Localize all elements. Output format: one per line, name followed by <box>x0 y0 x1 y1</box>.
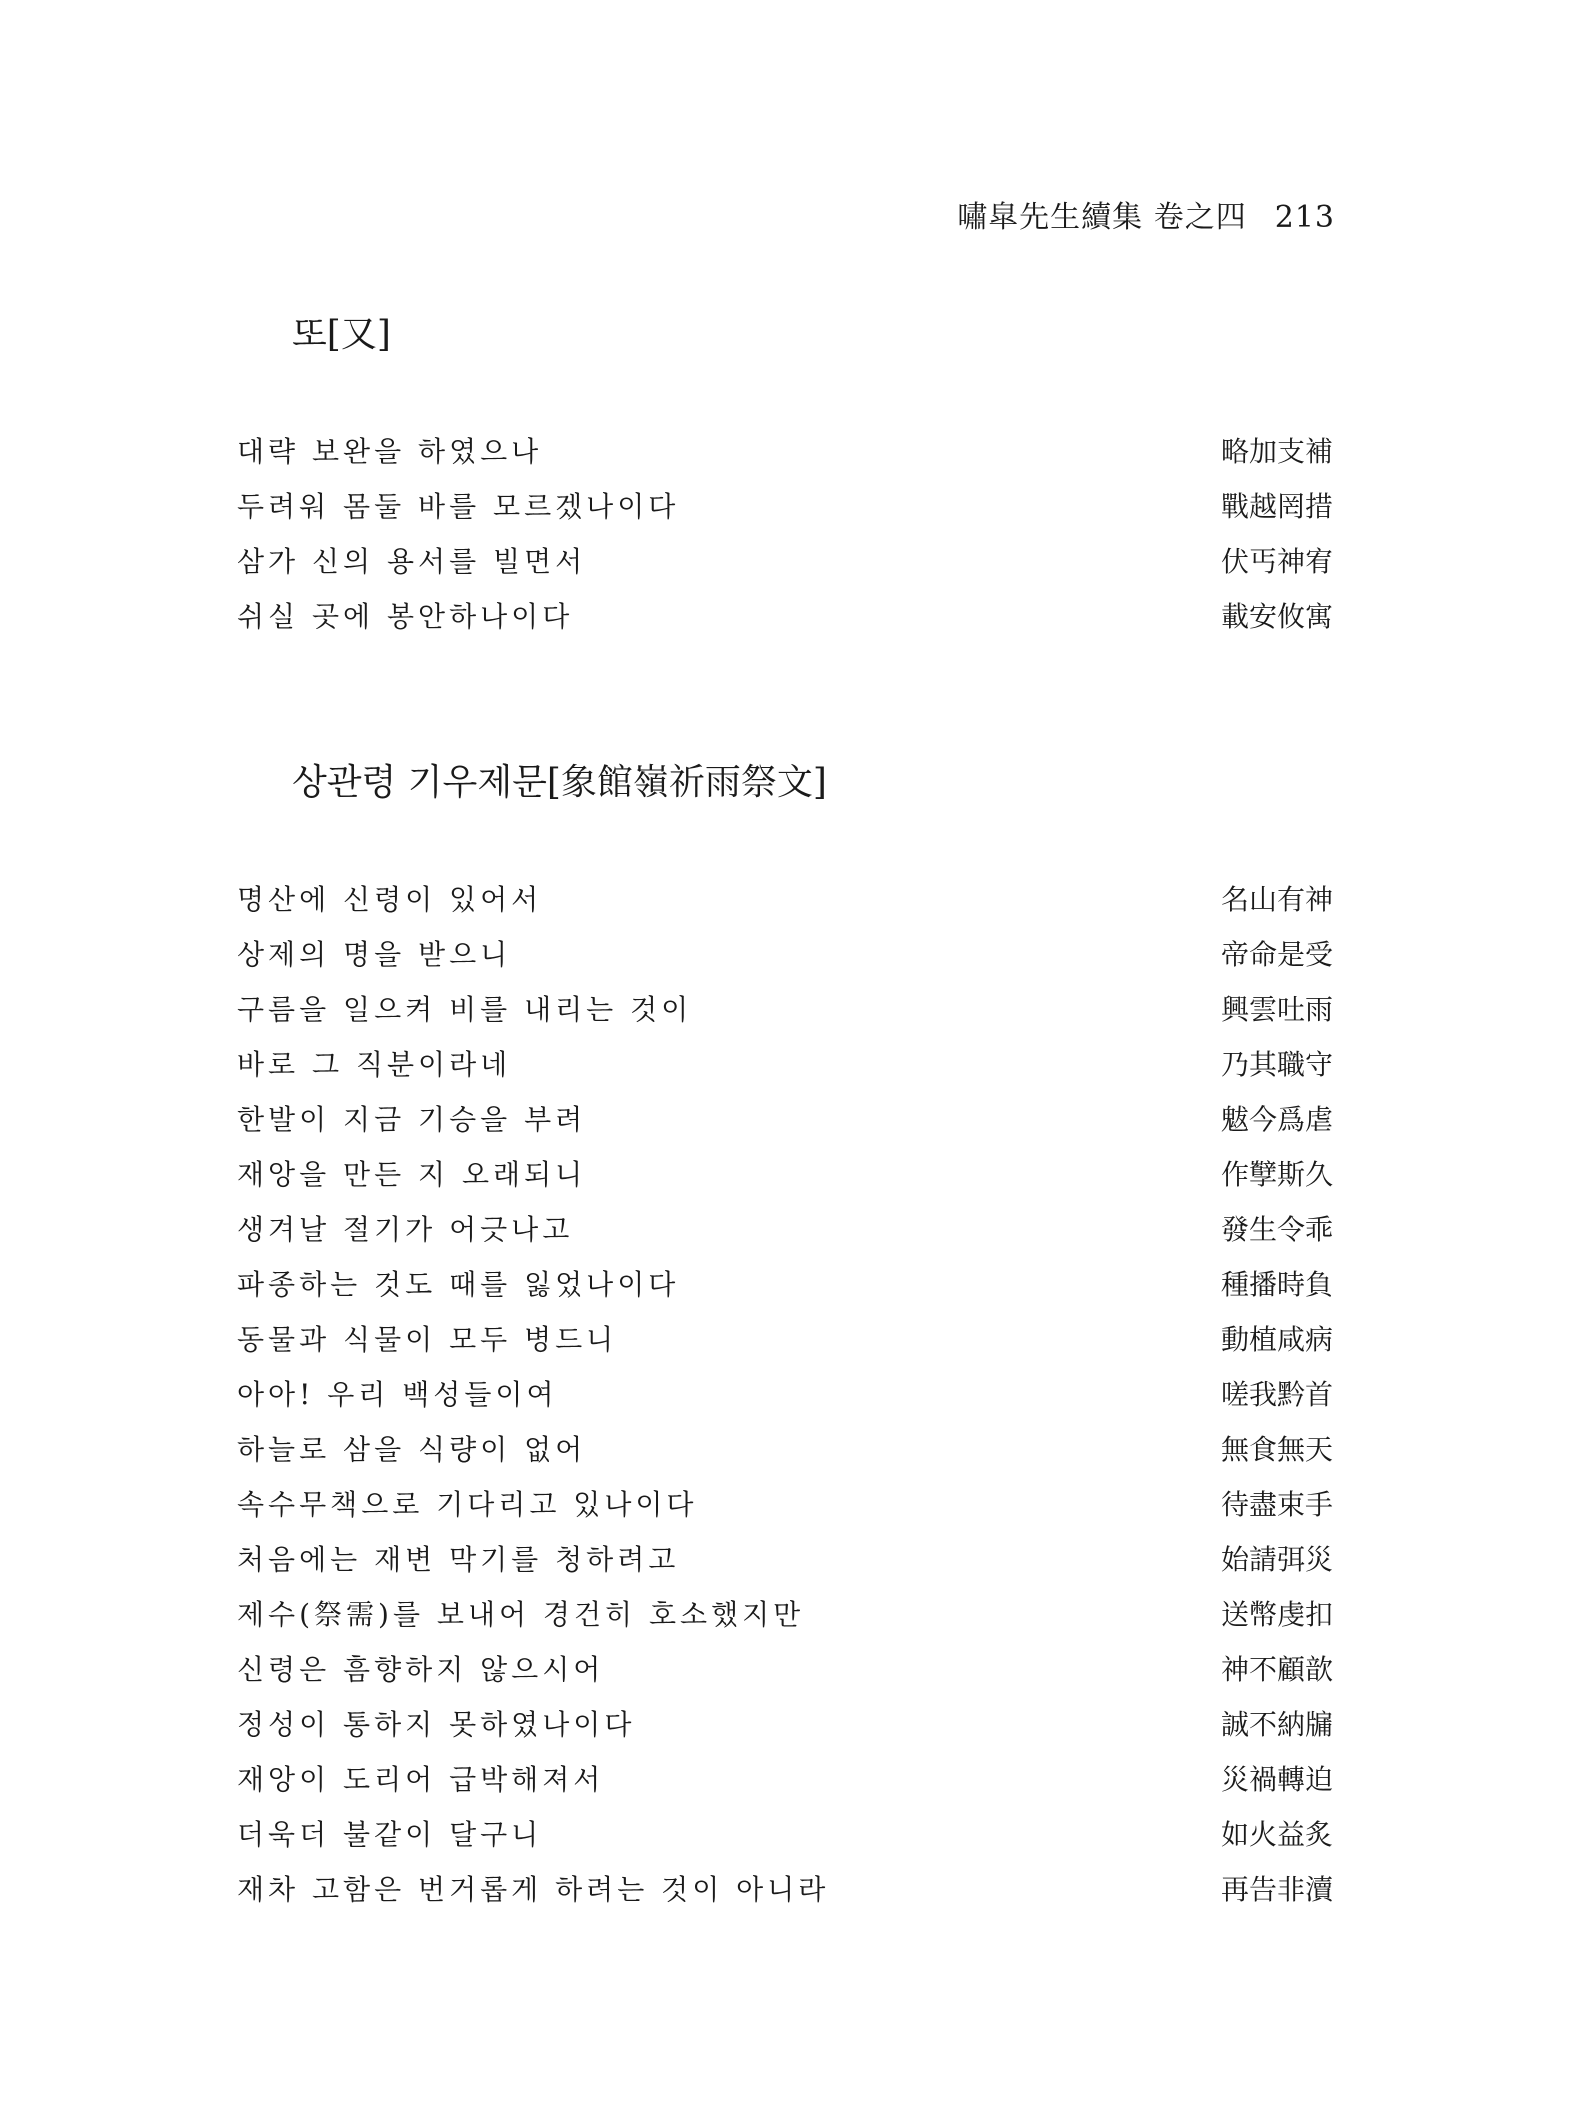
verse-line <box>237 1310 1333 1365</box>
verse-hanja: 帝命是受 <box>1220 937 1333 971</box>
verse-line <box>237 1530 1333 1585</box>
verse-hanja: 待盡束手 <box>1220 1487 1333 1521</box>
verse-line <box>237 587 1333 642</box>
verse-line <box>237 1365 1333 1420</box>
verse-korean: 아아! 우리 백성들이여 <box>237 1377 558 1411</box>
verse-hanja: 種播時負 <box>1220 1267 1333 1301</box>
verse-line <box>237 422 1333 477</box>
verse-hanja: 送幣虔扣 <box>1220 1597 1333 1631</box>
verse-korean: 대략 보완을 하였으나 <box>237 434 543 468</box>
verse-korean: 재앙을 만든 지 오래되니 <box>237 1157 587 1191</box>
verse-block <box>237 870 1333 1915</box>
verse-korean: 속수무책으로 기다리고 있나이다 <box>237 1487 698 1521</box>
verse-korean: 동물과 식물이 모두 병드니 <box>237 1322 618 1356</box>
verse-hanja: 魃今爲虐 <box>1220 1102 1333 1136</box>
verse-korean: 두려워 몸둘 바를 모르겠나이다 <box>237 489 680 523</box>
verse-hanja: 名山有神 <box>1220 882 1333 916</box>
verse-korean: 하늘로 삼을 식량이 없어 <box>237 1432 587 1466</box>
verse-hanja: 無食無天 <box>1220 1432 1333 1466</box>
verse-hanja: 誠不納牖 <box>1220 1707 1333 1741</box>
verse-hanja: 再告非瀆 <box>1220 1872 1333 1906</box>
verse-korean: 정성이 통하지 못하였나이다 <box>237 1707 636 1741</box>
verse-line <box>237 1695 1333 1750</box>
verse-korean: 바로 그 직분이라네 <box>237 1047 512 1081</box>
verse-korean: 명산에 신령이 있어서 <box>237 882 543 916</box>
verse-hanja: 發生令乖 <box>1220 1212 1333 1246</box>
verse-korean: 신령은 흠향하지 않으시어 <box>237 1652 605 1686</box>
verse-hanja: 神不顧歆 <box>1220 1652 1333 1686</box>
verse-korean: 처음에는 재변 막기를 청하려고 <box>237 1542 680 1576</box>
section-title: 또[又] <box>292 314 391 355</box>
verse-korean: 쉬실 곳에 봉안하나이다 <box>237 599 574 633</box>
verse-hanja: 動植咸病 <box>1220 1322 1333 1356</box>
book-title: 嘯皐先生續集 卷之四 <box>957 200 1247 235</box>
verse-korean: 상제의 명을 받으니 <box>237 937 512 971</box>
verse-korean: 더욱더 불같이 달구니 <box>237 1817 543 1851</box>
verse-line <box>237 1805 1333 1860</box>
verse-hanja: 嗟我黔首 <box>1220 1377 1333 1411</box>
verse-hanja: 始請弭災 <box>1220 1542 1333 1576</box>
verse-line <box>237 1860 1333 1915</box>
verse-block <box>237 422 1333 642</box>
verse-korean: 생겨날 절기가 어긋나고 <box>237 1212 574 1246</box>
verse-hanja: 作孼斯久 <box>1220 1157 1333 1191</box>
verse-line <box>237 980 1333 1035</box>
verse-hanja: 戰越罔措 <box>1220 489 1333 523</box>
verse-line <box>237 1090 1333 1145</box>
verse-korean: 재앙이 도리어 급박해져서 <box>237 1762 605 1796</box>
verse-hanja: 如火益炙 <box>1220 1817 1333 1851</box>
verse-hanja: 載安攸寓 <box>1220 599 1333 633</box>
verse-line <box>237 870 1333 925</box>
verse-line <box>237 1145 1333 1200</box>
verse-korean: 한발이 지금 기승을 부려 <box>237 1102 587 1136</box>
verse-hanja: 乃其職守 <box>1220 1047 1333 1081</box>
verse-line <box>237 477 1333 532</box>
verse-line <box>237 1255 1333 1310</box>
verse-hanja: 興雲吐雨 <box>1220 992 1333 1026</box>
verse-hanja: 伏丐神宥 <box>1220 544 1333 578</box>
verse-korean: 삼가 신의 용서를 빌면서 <box>237 544 587 578</box>
verse-line <box>237 1750 1333 1805</box>
verse-line <box>237 1585 1333 1640</box>
verse-korean: 재차 고함은 번거롭게 하려는 것이 아니라 <box>237 1872 830 1906</box>
verse-line <box>237 1200 1333 1255</box>
verse-korean: 구름을 일으켜 비를 내리는 것이 <box>237 992 693 1026</box>
verse-korean: 제수(祭需)를 보내어 경건히 호소했지만 <box>237 1597 805 1631</box>
verse-line <box>237 1420 1333 1475</box>
verse-line <box>237 925 1333 980</box>
verse-line <box>237 1035 1333 1090</box>
page-number: 213 <box>1274 200 1335 235</box>
verse-hanja: 略加支補 <box>1220 434 1333 468</box>
verse-hanja: 災禍轉迫 <box>1220 1762 1333 1796</box>
section-title: 상관령 기우제문[象館嶺祈雨祭文] <box>292 762 827 803</box>
running-header <box>957 192 1335 236</box>
verse-line <box>237 532 1333 587</box>
verse-line <box>237 1475 1333 1530</box>
verse-line <box>237 1640 1333 1695</box>
verse-korean: 파종하는 것도 때를 잃었나이다 <box>237 1267 680 1301</box>
